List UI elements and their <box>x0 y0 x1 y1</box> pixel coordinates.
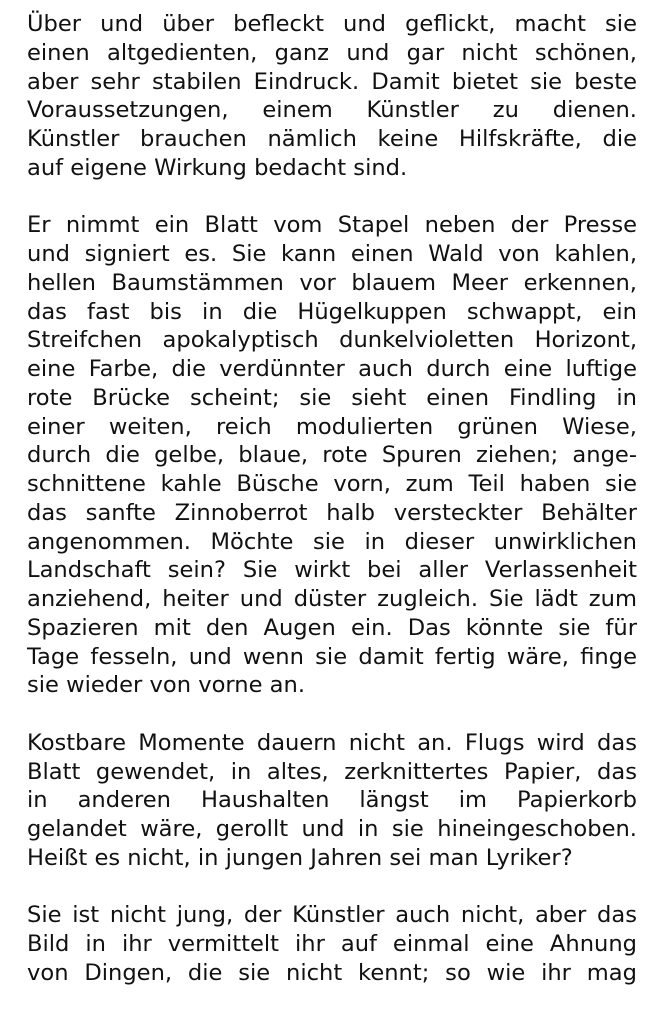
text-line: aber sehr stabilen Eindruck. Damit bietet sie beste <box>27 68 637 95</box>
text-line: das sanfte Zinnoberrot halb versteckter Behälter <box>27 499 637 526</box>
text-line: anziehend, heiter und düster zugleich. Sie lädt zum <box>27 586 637 612</box>
text-line: Kostbare Momente dauern nicht an. Flugs wird das <box>27 729 637 756</box>
text-line: von Dingen, die sie nicht kennt; so wie ihr mag <box>27 959 637 986</box>
text-line: Voraussetzungen, einem Künstler zu dienen. <box>27 97 637 124</box>
text-line: angenommen. Möchte sie in dieser unwirklichen <box>27 528 637 555</box>
text-line: Bild in ihr vermittelt ihr auf einmal eine Ahnung <box>27 931 637 957</box>
text-line: sie wieder von vorne an. <box>27 672 306 699</box>
text-line: einen altgedienten, ganz und gar nicht schönen, <box>27 39 637 66</box>
text-line: auf eigene Wirkung bedacht sind. <box>27 154 408 181</box>
text-line: Blatt gewendet, in altes, zerknittertes Papier, das <box>27 758 637 785</box>
text-line: einer weiten, reich modulierten grünen Wiese, <box>27 413 637 440</box>
text-line: Sie ist nicht jung, der Künstler auch nicht, aber das <box>27 902 637 929</box>
document-page <box>27 10 637 1016</box>
text-line: hellen Baumstämmen vor blauem Meer erkennen, <box>27 269 637 296</box>
text-line: Heißt es nicht, in jungen Jahren sei man Lyriker? <box>27 844 573 871</box>
text-line: eine Farbe, die verdünnter auch durch eine luftige <box>27 356 637 382</box>
text-line: Streifchen apokalyptisch dunkelvioletten Horizont, <box>27 327 637 354</box>
text-line: Über und über befleckt und geflickt, macht sie <box>27 11 637 37</box>
paragraph-1 <box>27 10 637 183</box>
text-line: rote Brücke scheint; sie sieht einen Findling in <box>27 384 637 411</box>
text-line: durch die gelbe, blaue, rote Spuren ziehen; ange- <box>27 442 637 469</box>
text-line: schnittene kahle Büsche vorn, zum Teil haben sie <box>27 471 637 497</box>
text-line: und signiert es. Sie kann einen Wald von kahlen, <box>27 241 637 267</box>
text-line: Tage fesseln, und wenn sie damit fertig wäre, finge <box>27 643 637 670</box>
text-line: Spazieren mit den Augen ein. Das könnte sie für <box>27 614 637 641</box>
paragraph-4 <box>27 901 637 987</box>
text-line: gelandet wäre, gerollt und in sie hineingeschoben. <box>27 816 637 842</box>
text-line: Landschaft sein? Sie wirkt bei aller Verlassenheit <box>27 557 637 584</box>
paragraph-3 <box>27 729 637 873</box>
text-line: in anderen Haushalten längst im Papierkorb <box>27 787 637 814</box>
text-line: Künstler brauchen nämlich keine Hilfskräfte, die <box>27 126 637 152</box>
paragraph-2 <box>27 211 637 700</box>
text-line: das fast bis in die Hügelkuppen schwappt, ein <box>27 298 637 325</box>
text-line: Er nimmt ein Blatt vom Stapel neben der Presse <box>27 212 637 239</box>
